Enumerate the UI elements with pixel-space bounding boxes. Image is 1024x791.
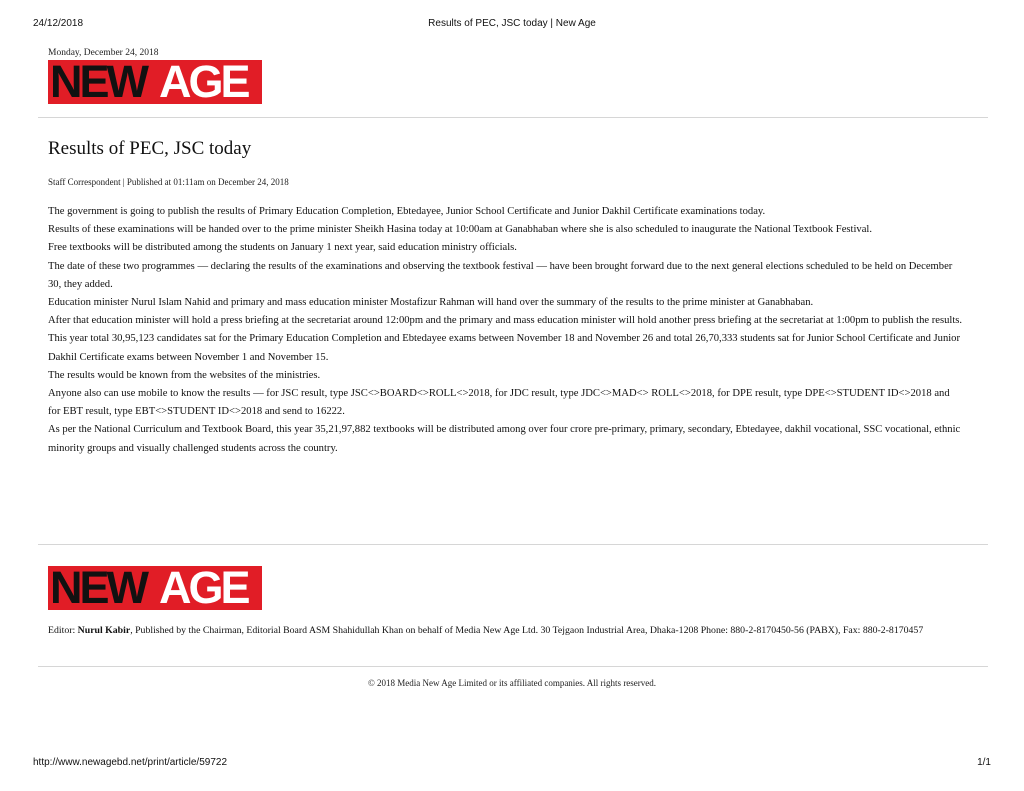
editor-name: Nurul Kabir [77,625,131,636]
print-page-title: Results of PEC, JSC today | New Age [428,18,596,29]
print-header [33,18,991,32]
print-url[interactable]: http://www.newagebd.net/print/article/59722 [33,757,228,768]
logo-new-part: NEW [48,60,159,104]
publisher-info: , Published by the Chairman, Editorial Board ASM Shahidullah Khan on behalf of Media New Age Ltd. 30 Tejgaon Industrial Area, Dhaka-1208 Phone: 880-2-8170450-56 (PABX), Fax: 880-2-8170457 [130,625,924,636]
article-paragraph: Education minister Nurul Islam Nahid and primary and mass education minister Mostafizur Rahman will hand over the summary of the results to the prime minister at Ganabhaban. [48,297,814,309]
logo-age-part: AGE [159,566,262,610]
article-paragraph: The results would be known from the websites of the ministries. [48,369,321,381]
article-paragraph: Results of these examinations will be handed over to the prime minister Sheikh Hasina today at 10:00am at Ganabhaban where she is also scheduled to inaugurate the National Textbook Festival. [48,224,872,236]
article-paragraph: After that education minister will hold a press briefing at the secretariat around 12:00pm and the primary and mass education minister will hold another press briefing at the secretariat at 1:00pm to publish the results. [48,315,963,327]
print-date: 24/12/2018 [33,18,84,29]
article-headline: Results of PEC, JSC today [48,138,252,159]
article-body [48,203,964,458]
footer-divider [38,544,988,545]
article-paragraph: The date of these two programmes — declaring the results of the examinations and observing the textbook festival — have been brought forward due to the next general elections scheduled to be held on December 30, they added. [48,260,953,290]
newage-logo[interactable] [48,60,262,104]
print-footer [33,757,991,771]
article-paragraph: The government is going to publish the results of Primary Education Completion, Ebtedayee, Junior School Certificate and Junior Dakhil Certificate examinations today. [48,206,766,217]
copyright-notice: © 2018 Media New Age Limited or its affiliated companies. All rights reserved. [367,678,657,688]
editor-info [48,622,964,640]
logo-new-part: NEW [48,566,159,610]
article-paragraph: Anyone also can use mobile to know the results — for JSC result, type JSC<>BOARD<>ROLL<>2018, for JDC result, type JDC<>MAD<> ROLL<>2018, for DPE result, type DPE<>STUDENT ID<>2018 and for EBT result, type EBT<>STUDENT ID<>2018 and send to 16222. [48,388,950,418]
newage-footer-logo[interactable] [48,566,262,610]
dateline: Monday, December 24, 2018 [48,48,159,58]
article-paragraph: This year total 30,95,123 candidates sat for the Primary Education Completion and Ebtedayee exams between November 18 and November 26 and total 26,70,333 students sat for Junior School Certificate and Junior Dakhil Certificate exams between November 1 and November 15. [48,333,961,363]
header-divider [38,117,988,118]
article-paragraph: As per the National Curriculum and Textbook Board, this year 35,21,97,882 textbooks will be distributed among over four crore pre-primary, primary, secondary, Ebtedayee, dakhil vocational, SSC vocational, ethnic minority groups and visually challenged students across the country. [48,424,961,454]
article-byline: Staff Correspondent | Published at 01:11am on December 24, 2018 [48,177,289,187]
logo-age-part: AGE [159,60,262,104]
copyright-divider [38,666,988,667]
article-paragraph: Free textbooks will be distributed among the students on January 1 next year, said education ministry officials. [48,242,517,254]
page-number: 1/1 [977,757,991,768]
editor-label: Editor: [48,625,78,636]
